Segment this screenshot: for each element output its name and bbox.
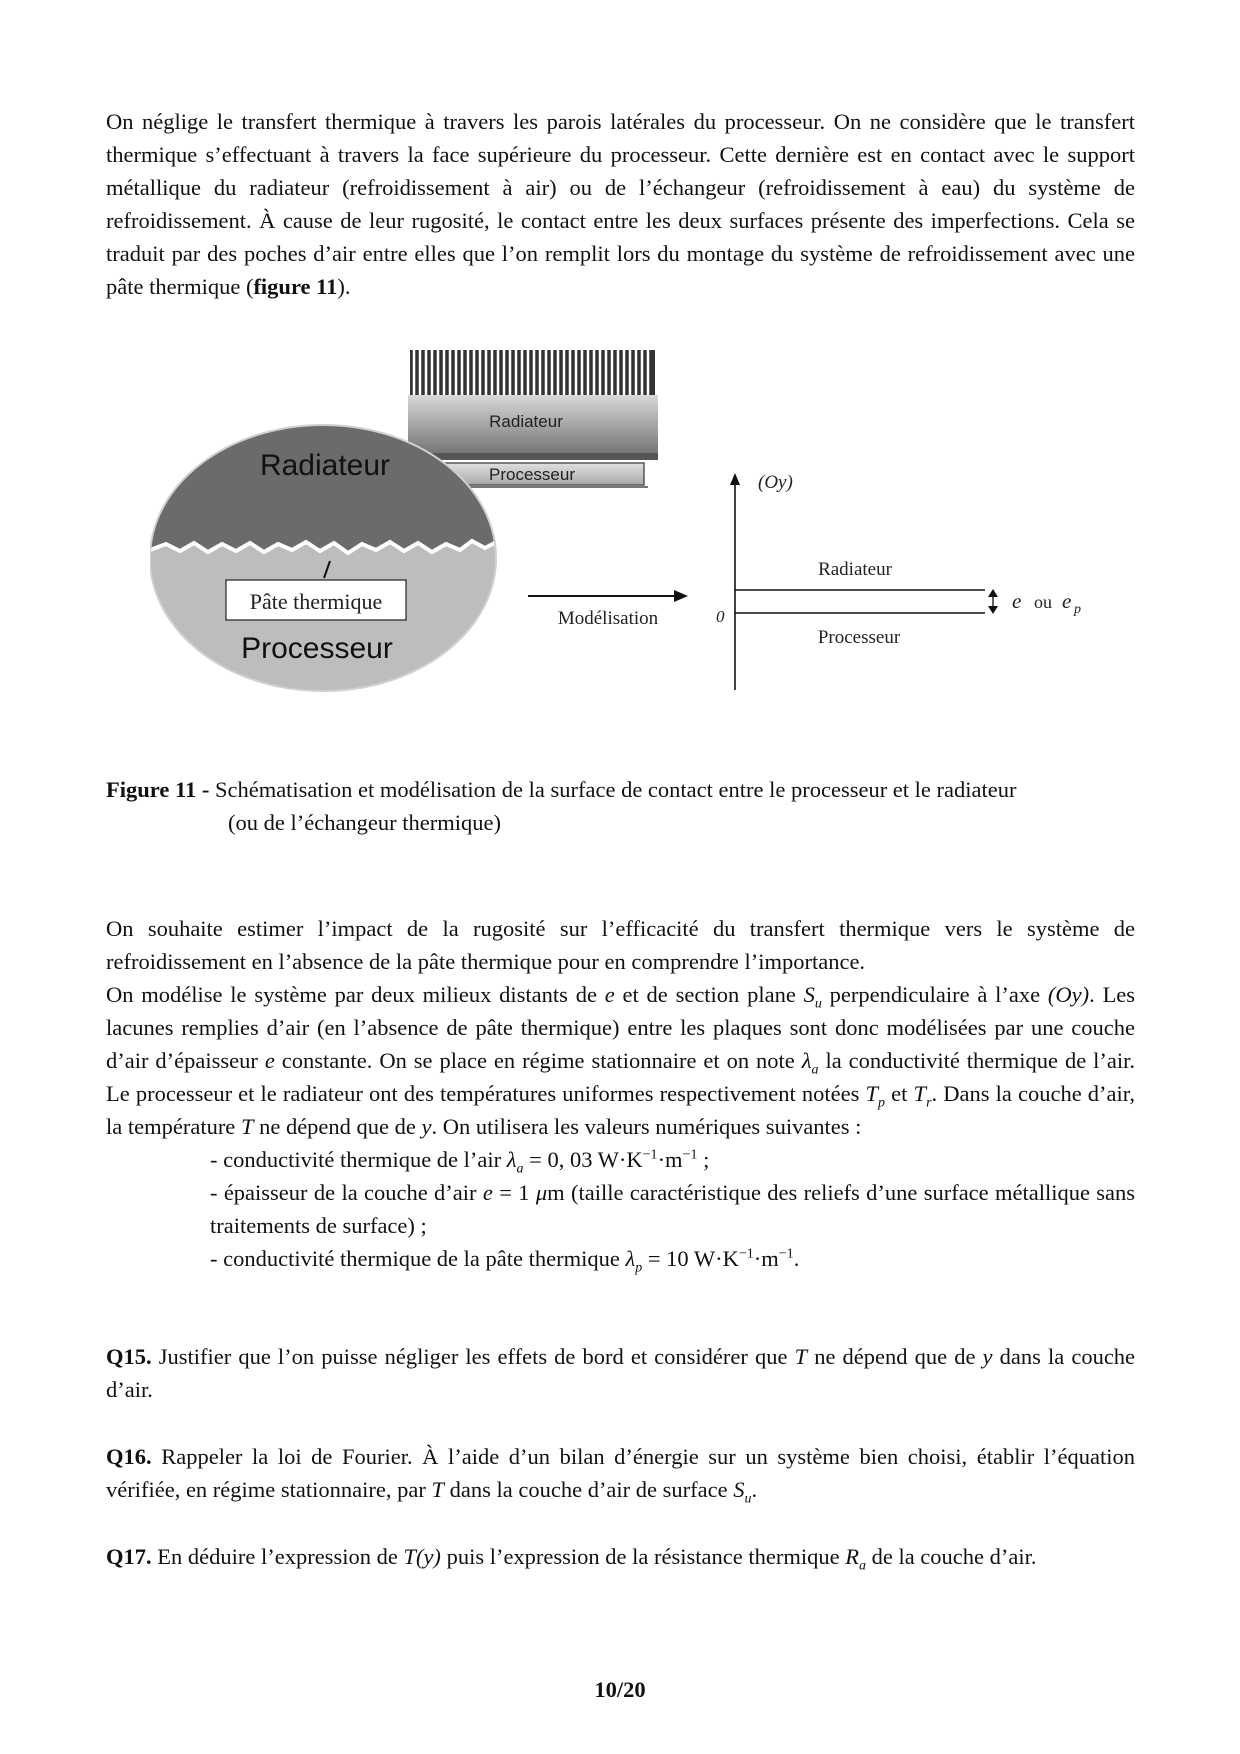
thickness-marker — [988, 589, 998, 614]
model-processor-label: Processeur — [817, 627, 901, 648]
q17-text-c: de la couche d’air. — [871, 1544, 1037, 1569]
list-item-3-unit: ·m — [753, 1246, 779, 1271]
list-item-3 — [106, 1242, 1135, 1275]
photo-processor-label: Processeur — [489, 465, 575, 484]
symbol-e: e — [604, 982, 615, 1007]
list-item-2-value: = 1 — [499, 1180, 530, 1205]
modelisation-label: Modélisation — [557, 608, 659, 629]
intro-text: On néglige le transfert thermique à travers les parois latérales du processeur. On ne considère que le transfert thermique s’effectuant à travers la face supérieure du processeur. Cette dernière est en contact avec le support métallique du radiateur (refroidissement à air) ou de l’échangeur (refroidissement à eau) du système de refroidissement. À cause de leur rugosité, le contact entre les deux surfaces présente des imperfections. Cela se traduit par des poches d’air entre elles que l’on remplit lors du montage du système de refroidissement avec une pâte thermique ( — [106, 109, 1135, 299]
body-p1-text: On souhaite estimer l’impact de la rugosité sur l’efficacité du transfert thermique vers le système de refroidissement en l’absence de la pâte thermique pour en comprendre l’importance. — [106, 916, 1135, 974]
symbol-S: S — [733, 1477, 745, 1502]
symbol-R: R — [845, 1544, 859, 1569]
list-item-3-end: . — [793, 1246, 800, 1271]
photo-radiator-label: Radiateur — [489, 412, 563, 431]
figure-reference: figure 11 — [253, 274, 338, 299]
body-p2-text-d: . Les lacunes remplies d’air (en l’absence de pâte thermique) entre les plaques sont donc modélisées par une couche d’air d’épaisseur — [106, 982, 1136, 1073]
body-paragraph-2 — [106, 978, 1135, 1275]
exponent: −1 — [642, 1147, 658, 1163]
symbol-mu: μ — [535, 1180, 548, 1205]
symbol-T: T — [913, 1081, 927, 1106]
symbol-a: a — [516, 1161, 524, 1177]
list-item-1 — [106, 1143, 1135, 1176]
question-16 — [106, 1440, 1135, 1506]
page-number: 10/20 — [594, 1677, 646, 1702]
exponent: −1 — [738, 1246, 754, 1262]
thickness-ou-label: ou — [1034, 592, 1052, 612]
symbol-T: T — [431, 1477, 444, 1502]
list-item-3-value: = 10 W·K — [647, 1246, 739, 1271]
body-paragraph-1 — [106, 912, 1135, 978]
body-p2-text-h: . Dans la couche d’air, la température — [106, 1081, 1136, 1139]
caption-text-line2: (ou de l’échangeur thermique) — [228, 810, 501, 835]
symbol-T-of-y: T(y) — [403, 1544, 441, 1569]
symbol-S: S — [803, 982, 815, 1007]
body-p2-text-a: On modélise le système par deux milieux distants de — [106, 982, 597, 1007]
intro-text-end: ). — [337, 274, 351, 299]
symbol-lambda: λ — [801, 1048, 812, 1073]
list-item-3-text: - conductivité thermique de la pâte thermique — [210, 1246, 620, 1271]
q16-text-c: . — [751, 1477, 758, 1502]
model-radiator-label: Radiateur — [818, 559, 892, 580]
symbol-lambda: λ — [506, 1147, 517, 1172]
symbol-Oy: (Oy) — [1047, 982, 1090, 1007]
zoom-paste-label: Pâte thermique — [249, 589, 383, 614]
list-item-1-unit: ·m — [657, 1147, 683, 1172]
q16-label: Q16. — [106, 1444, 152, 1469]
q16-text-b: dans la couche d’air de surface — [449, 1477, 728, 1502]
symbol-a: a — [811, 1062, 819, 1078]
list-item-1-end: ; — [703, 1147, 710, 1172]
symbol-p: p — [635, 1260, 643, 1276]
model-diagram — [716, 472, 1081, 690]
symbol-T: T — [240, 1114, 254, 1139]
symbol-T: T — [865, 1081, 879, 1106]
zoom-radiator-label: Radiateur — [259, 449, 391, 482]
radiator-photo — [408, 350, 658, 460]
symbol-e: e — [264, 1048, 275, 1073]
list-item-2-text: - épaisseur de la couche d’air — [210, 1180, 477, 1205]
body-p2-text-b: et de section plane — [622, 982, 796, 1007]
zoom-processor-label: Processeur — [241, 632, 393, 665]
oy-axis-arrowhead — [730, 473, 740, 485]
symbol-e: e — [482, 1180, 493, 1205]
thickness-ep-label: e — [1062, 589, 1072, 613]
origin-label: 0 — [716, 607, 725, 626]
list-item-2-rest: m (taille caractéristique des reliefs d’une surface métallique sans traitements de surface) ; — [210, 1180, 1136, 1238]
thickness-ep-subscript: p — [1074, 602, 1081, 617]
intro-paragraph — [106, 105, 1135, 303]
body-p2-text-j: . On utilisera les valeurs numériques suivantes : — [431, 1114, 862, 1139]
q17-text-a: En déduire l’expression de — [157, 1544, 398, 1569]
modelisation-arrow — [528, 590, 688, 629]
q16-text-a: Rappeler la loi de Fourier. À l’aide d’un bilan d’énergie sur un système bien choisi, établir l’équation vérifiée, en régime stationnaire, par — [106, 1444, 1135, 1502]
symbol-p: p — [878, 1095, 886, 1111]
question-15 — [106, 1340, 1135, 1406]
body-p2-text-g: et — [891, 1081, 908, 1106]
symbol-lambda: λ — [625, 1246, 636, 1271]
figure-caption — [106, 773, 1135, 839]
oy-axis-label: (Oy) — [758, 472, 793, 493]
exponent: −1 — [778, 1246, 794, 1262]
body-p2-text-f: la conductivité thermique de l’air. Le processeur et le radiateur ont des températures uniformes respectivement notées — [106, 1048, 1135, 1106]
symbol-T: T — [794, 1344, 808, 1369]
symbol-u: u — [744, 1491, 752, 1507]
symbol-y: y — [982, 1344, 993, 1369]
list-item-1-value: = 0, 03 W·K — [529, 1147, 643, 1172]
q15-text-b: ne dépend que de — [814, 1344, 976, 1369]
q15-label: Q15. — [106, 1344, 152, 1369]
symbol-a: a — [858, 1558, 866, 1574]
list-item-2 — [106, 1176, 1135, 1242]
symbol-r: r — [926, 1095, 932, 1111]
q17-text-b: puis l’expression de la résistance thermique — [446, 1544, 840, 1569]
thickness-e-label: e — [1012, 589, 1022, 613]
list-item-1-text: - conductivité thermique de l’air — [210, 1147, 502, 1172]
body-p2-text-i: ne dépend que de — [259, 1114, 416, 1139]
body-p2-text-c: perpendiculaire à l’axe — [829, 982, 1041, 1007]
figure-11 — [150, 345, 1100, 735]
symbol-u: u — [814, 996, 822, 1012]
symbol-y: y — [421, 1114, 432, 1139]
q17-label: Q17. — [106, 1544, 152, 1569]
body-p2-text-e: constante. On se place en régime stationnaire et on note — [281, 1048, 795, 1073]
exponent: −1 — [682, 1147, 698, 1163]
q15-text-c: dans la couche d’air. — [106, 1344, 1136, 1402]
q15-text-a: Justifier que l’on puisse négliger les effets de bord et considérer que — [158, 1344, 788, 1369]
caption-label: Figure 11 - — [106, 777, 210, 802]
question-17 — [106, 1540, 1135, 1573]
caption-text-line1: Schématisation et modélisation de la surface de contact entre le processeur et le radiateur — [214, 777, 1017, 802]
